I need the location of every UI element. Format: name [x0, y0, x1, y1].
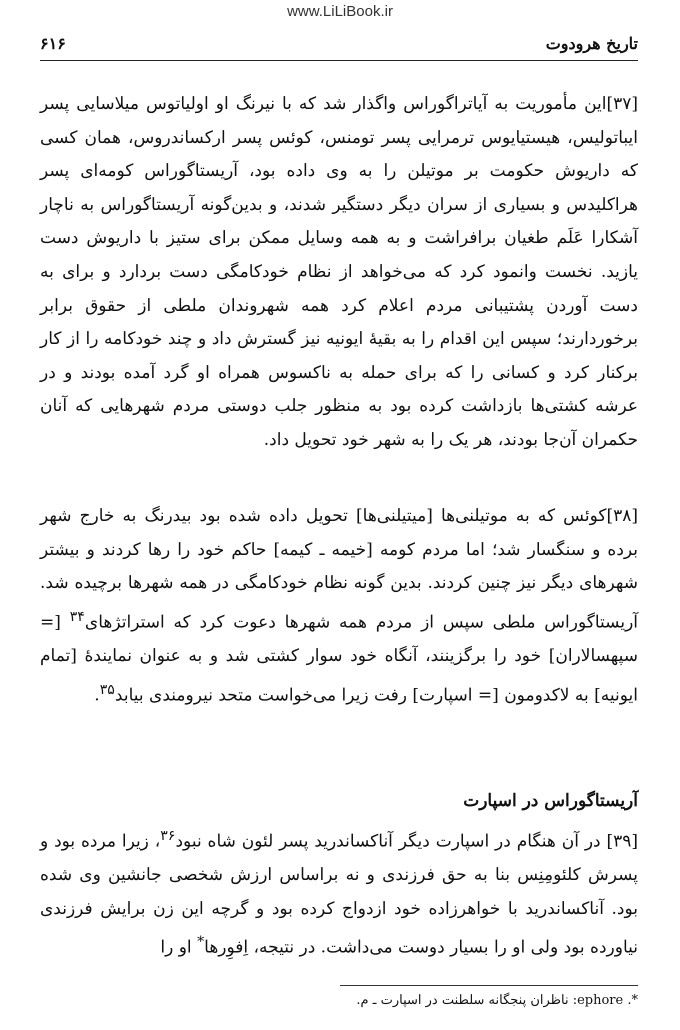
footnote-ref-34: ۳۴ [69, 608, 85, 625]
footnote-ref-36: ۳۶ [160, 828, 176, 844]
footnote [40, 991, 638, 1011]
footnote-ref-35: ۳۵ [99, 681, 115, 698]
paragraph-39-text-3: او را [160, 938, 198, 959]
paragraph-38-text: [۳۸]کوئس که به موتیلنی‌ها [میتیلنی‌ها] تحویل داده شده بود بیدرنگ به خارج شهر برده و سنگسار شد؛ اما مردم کومه [خیمه ـ کیمه] حاکم خود را رها کردند و بیشتر شهرهای دیگر نیز چنین کردند. بدین گونه نظام خودکامگی در همه شهرها برچیده شد. آریستاگوراس ملطی سپس از مردم همه شهرها دعوت کرد که استراتژهای [40, 506, 638, 633]
paragraph-39-text-2: ، زیرا مرده بود و پسرش کلئومِنِس بنا به حق فرزندی و نه براساس ارزش شخصی جانشین وی شده بود. آناکساندرید با خواهرزاده خود ازدواج کرده بود و گرچه این زن برایش فرزندی نیاورده بود ولی او را بسیار دوست می‌داشت. در نتیجه، اِفوِرها [40, 831, 638, 959]
footnote-marker: *. [627, 993, 638, 1008]
footnote-ref-star: * [197, 934, 205, 951]
page-header [40, 30, 638, 61]
paragraph-39-text: [۳۹] در آن هنگام در اسپارت دیگر آناکساندرید پسر لئون شاه نبود [175, 831, 638, 852]
footnote-divider [340, 985, 638, 986]
footnote-text: : ناظران پنجگانه سلطنت در اسپارت ـ م. [356, 993, 578, 1008]
paragraph-38-end: . [94, 685, 100, 706]
watermark: www.LiLiBook.ir [287, 3, 393, 20]
footnote-term: ephore [577, 993, 624, 1008]
page-number: ۶۱۶ [40, 34, 66, 53]
paragraph-38-text-2: [= سپهسالاران] خود را برگزینند، آنگاه خود سوار کشتی شد و به عنوان نمایندهٔ [تمام ایونیه] به لاکدومون [= اسپارت] رفت زیرا می‌خواست متحد نیرومندی بیابد [40, 612, 638, 706]
paragraph-38 [40, 500, 638, 713]
paragraph-39 [40, 820, 638, 966]
section-heading: آریستاگوراس در اسپارت [463, 791, 638, 811]
running-title: تاریخ هرودوت [545, 34, 638, 53]
paragraph-37: [۳۷]این مأموریت به آیاتراگوراس واگذار شد که با نیرنگ او اولیاتوس میلاسایی پسر ایباتولیس، هیستیایوس ترمرایی پسر تومنس، کوئس پسر ارکساندروس، همان کسی که داریوش حکومت بر موتیلن را به وی داده بود، آریستاگوراس کومه‌ای پسر هراکلیدس و بسیاری از سران دیگر دستگیر شدند، و بدین‌گونه آریستاگوراس به ناچار آشکارا عَلَم طغیان برافراشت و به همه وسایل ممکن برای ستیز با داریوش دست یازید. نخست وانمود کرد که می‌خواهد از نظام خودکامگی دست بردارد و برای به دست آوردن پشتیبانی مردم اعلام کرد همه شهروندان ملطی از حقوق برابر برخوردارند؛ سپس این اقدام را به بقیهٔ ایونیه نیز گسترش داد و چند خودکامه را از کار برکنار کرد و کسانی را که برای حمله به ناکسوس همراه او گرد آمده بودند و در عرشه کشتی‌ها بازداشت کرده بود به منظور جلب دوستی مردم شهرهایی که آنان حکمران آن‌جا بودند، هر یک را به شهر خود تحویل داد. [40, 94, 638, 450]
